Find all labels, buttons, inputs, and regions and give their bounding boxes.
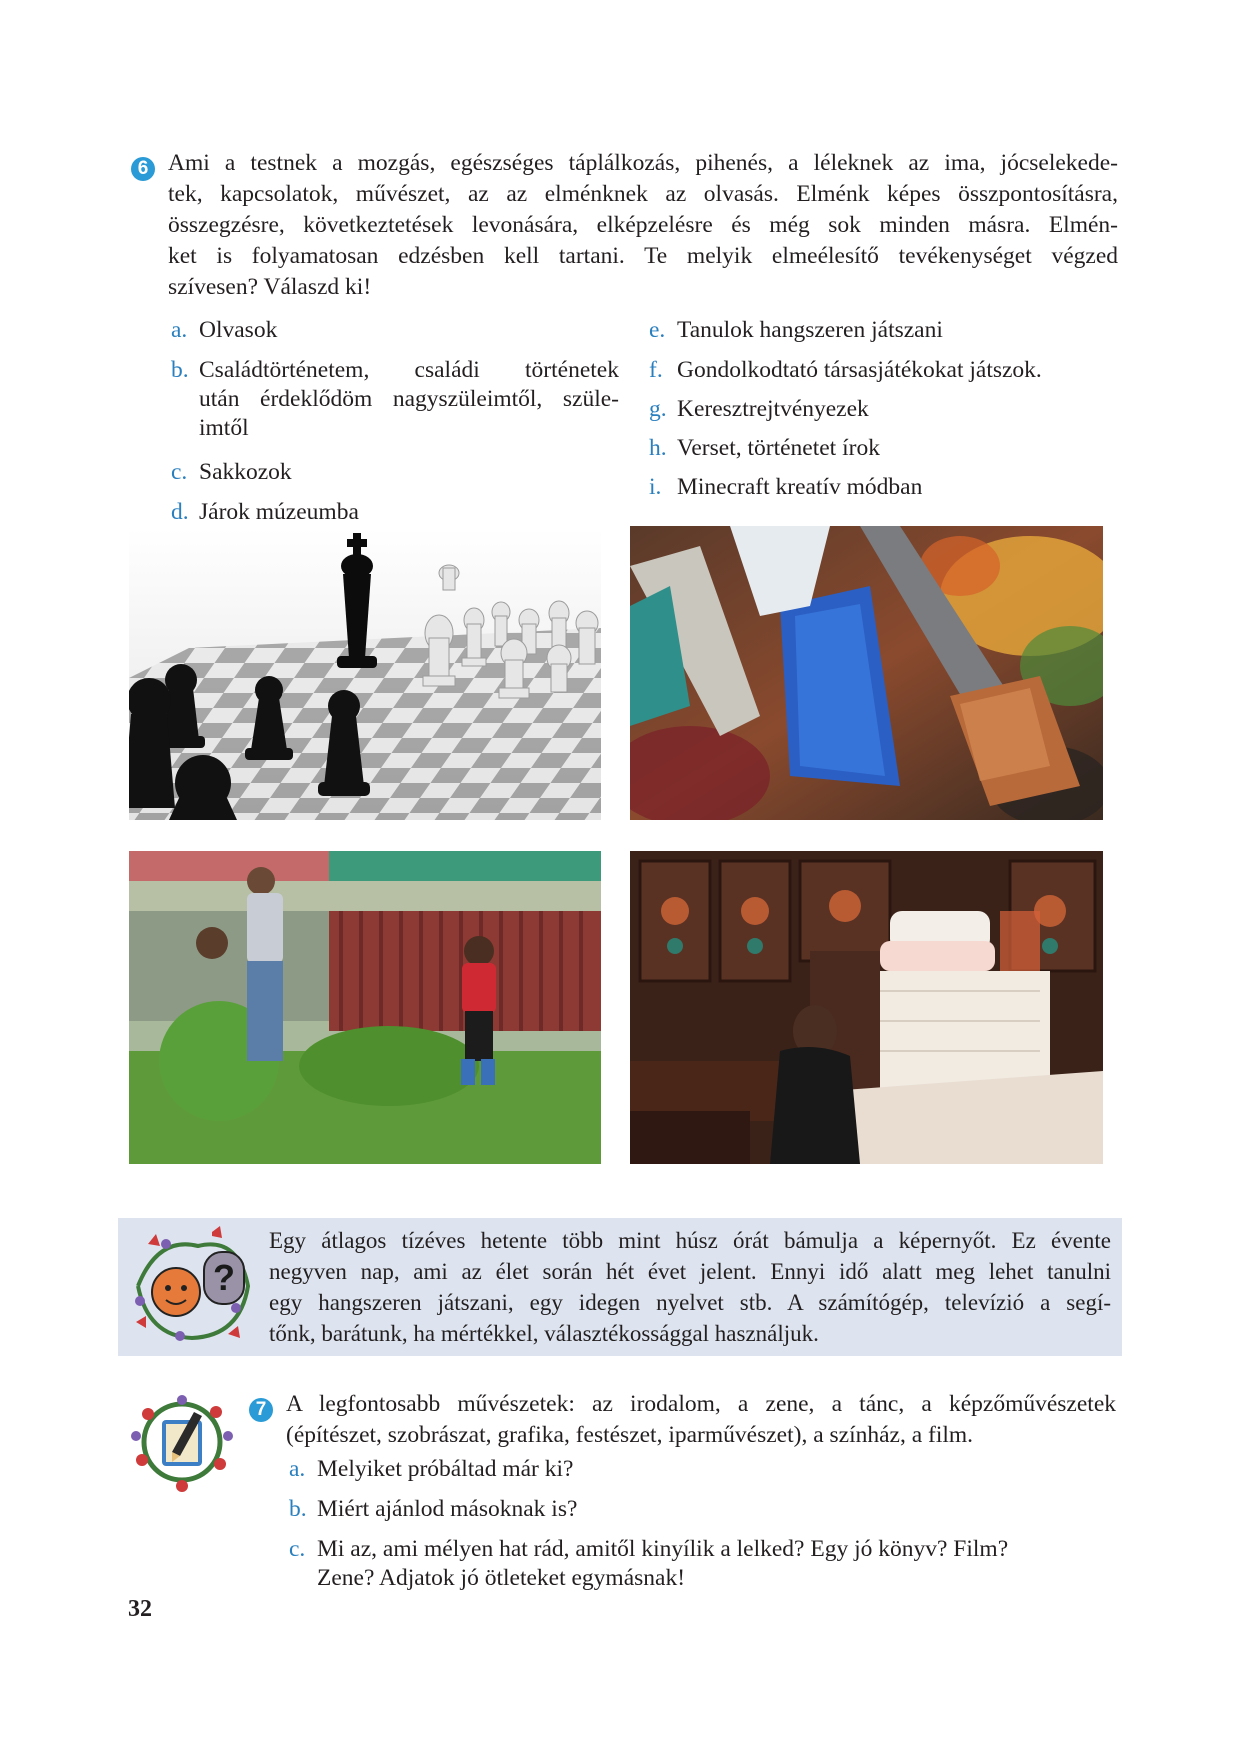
paint-brushes-photo xyxy=(630,526,1103,820)
option-text: Keresztrejtvényezek xyxy=(677,396,869,422)
option-text: Gondolkodtató társasjátékokat játszok. xyxy=(677,357,1042,383)
option-letter: f. xyxy=(649,357,663,383)
info-box-line: Egy átlagos tízéves hetente több mint húsz órát bámulja a képernyőt. Ez évente xyxy=(269,1228,1111,1253)
option-letter: b. xyxy=(171,357,189,383)
task-6-option-a xyxy=(171,316,277,345)
task-7-line: (építészet, szobrászat, grafika, festészet, iparművészet), a színház, a film. xyxy=(286,1422,974,1448)
option-text: Olvasok xyxy=(199,317,278,343)
folk-wreath-pencil-icon xyxy=(128,1390,236,1494)
task-6-option-c xyxy=(171,458,292,487)
info-box-line: egy hangszeren játszani, egy idegen nyelvet stb. A számítógép, televízió a segí- xyxy=(269,1290,1111,1315)
task-7-number-badge: 7 xyxy=(249,1398,273,1422)
option-text: Tanulok hangszeren játszani xyxy=(677,317,943,343)
option-text: Verset, történetet írok xyxy=(677,435,880,461)
info-box-line: negyven nap, ami az élet során hét évet jelent. Ennyi idő alatt meg lehet tanulni xyxy=(269,1259,1111,1284)
option-text: Minecraft kreatív módban xyxy=(677,474,923,500)
task-6-text xyxy=(168,148,1118,303)
task-6-line: tek, kapcsolatok, művészet, az az elménknek az olvasás. Elménk képes összpontosításra, xyxy=(168,181,1118,207)
option-text: Családtörténetem, családi történetek xyxy=(199,357,619,383)
task-7-line: A legfontosabb művészetek: az irodalom, a zene, a tánc, a képzőművészetek xyxy=(286,1391,1116,1417)
svg-text:?: ? xyxy=(213,1257,235,1298)
option-text: után érdeklődöm nagyszüleimtől, szüle- xyxy=(199,386,619,412)
task-7-text xyxy=(286,1389,1116,1451)
task-6-option-g xyxy=(649,395,869,424)
option-text: Zene? Adjatok jó ötleteket egymásnak! xyxy=(317,1565,686,1591)
option-letter: g. xyxy=(649,396,667,422)
folk-museum-room-photo xyxy=(630,851,1103,1164)
info-box-line: tőnk, barátunk, ha mértékkel, választékossággal használjuk. xyxy=(269,1321,819,1346)
option-text: imtől xyxy=(199,415,249,441)
folk-flower-question-icon xyxy=(128,1226,256,1348)
option-letter: c. xyxy=(171,459,188,485)
option-text: Miért ajánlod másoknak is? xyxy=(317,1496,578,1522)
task-6-option-d xyxy=(171,498,359,527)
info-box-text xyxy=(269,1225,1111,1349)
option-text: Mi az, ami mélyen hat rád, amitől kinyílik a lelked? Egy jó könyv? Film? xyxy=(317,1536,1009,1562)
option-letter: c. xyxy=(289,1536,306,1562)
task-6-option-f xyxy=(649,356,1042,385)
chess-pieces-icon xyxy=(129,528,601,820)
option-letter: b. xyxy=(289,1496,307,1522)
paint-brushes-icon xyxy=(630,526,1103,820)
task-7-option-b xyxy=(289,1495,577,1524)
option-text: Sakkozok xyxy=(199,459,292,485)
info-box xyxy=(118,1218,1122,1356)
family-garden-photo xyxy=(129,851,601,1164)
painted-furniture-room-icon xyxy=(630,851,1103,1164)
task-6-line: ket is folyamatosan edzésben kell tartani. Te melyik elmeélesítő tevékenységet végzed xyxy=(168,243,1118,269)
option-letter: i. xyxy=(649,474,662,500)
task-6-number-badge: 6 xyxy=(131,157,155,181)
option-letter: d. xyxy=(171,499,189,525)
task-6-line: összegzésre, következtetések levonására, elképzelésre és még sok minden másra. Elmén- xyxy=(168,212,1118,238)
task-6-line: Ami a testnek a mozgás, egészséges táplálkozás, pihenés, a léleknek az ima, jócselekede- xyxy=(168,150,1118,176)
family-yard-icon xyxy=(129,851,601,1164)
option-letter: h. xyxy=(649,435,667,461)
task-6-line: szívesen? Válaszd ki! xyxy=(168,274,372,300)
page-number: 32 xyxy=(128,1596,152,1622)
task-6-option-i xyxy=(649,473,922,502)
option-text: Melyiket próbáltad már ki? xyxy=(317,1456,574,1482)
task-7-option-c xyxy=(289,1535,1119,1593)
option-letter: a. xyxy=(171,317,188,343)
task-6-option-h xyxy=(649,434,880,463)
task-6-option-b xyxy=(171,356,621,443)
option-letter: e. xyxy=(649,317,666,343)
task-7-option-a xyxy=(289,1455,573,1484)
chess-photo xyxy=(129,528,601,820)
task-6-option-e xyxy=(649,316,943,345)
option-letter: a. xyxy=(289,1456,306,1482)
option-text: Járok múzeumba xyxy=(199,499,359,525)
